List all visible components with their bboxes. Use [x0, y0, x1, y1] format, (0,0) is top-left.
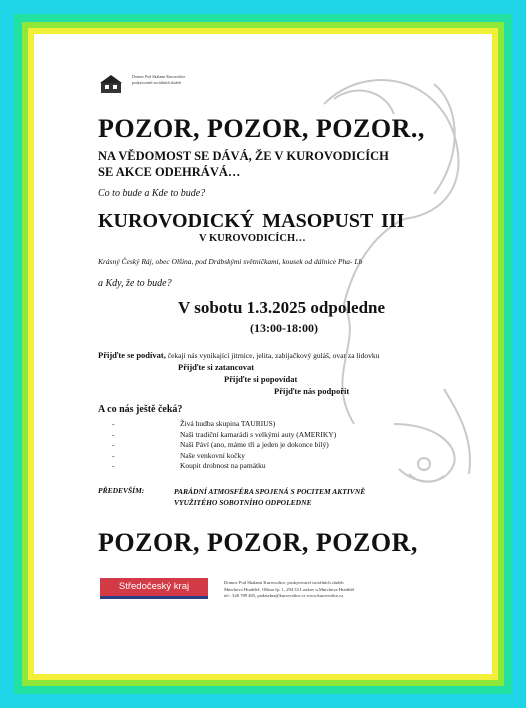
logo-line-1: Domov Pod Skalami Kurovodice	[132, 74, 186, 79]
announcement	[98, 148, 389, 180]
date-line: V sobotu 1.3.2025 odpoledne	[178, 298, 386, 317]
footer-line-3: tel.: 326 789 405, podatelna@kurovodice.cz www.kurovodice.cz	[224, 593, 344, 598]
above-all-text	[174, 486, 464, 508]
announcement-line-1: NA VĚDOMOST SE DÁVÁ, ŽE V KUROVODICÍCH	[98, 149, 389, 163]
time-line: (13:00-18:00)	[250, 321, 318, 335]
list-item: - Koupit drobnost na památku	[112, 461, 266, 470]
announcement-line-2: SE AKCE ODEHRÁVÁ…	[98, 165, 241, 179]
logo-text	[132, 74, 185, 86]
above-all-line-1: PARÁDNÍ ATMOSFÉRA SPOJENÁ S POCITEM AKTIVNĚ	[174, 487, 366, 496]
headline-top: POZOR, POZOR, POZOR.,	[98, 114, 425, 143]
location: Krásný Český Ráj, obec Olšina, pod Drábskými světničkami, kousek od dálnice Pha- Lb	[98, 257, 363, 266]
headline-bottom: POZOR, POZOR, POZOR,	[98, 528, 418, 557]
list-item: - Naše venkovní kočky	[112, 450, 245, 460]
list-bullet: -	[112, 450, 115, 460]
footer-line-2: Mnichovo Hradiště, Olšina čp. 1, 294 33 Loukov u Mnichova Hradiště	[224, 586, 355, 592]
logo	[100, 74, 124, 94]
waiting-header: A co nás ještě čeká?	[98, 404, 183, 415]
list-bullet: -	[112, 461, 115, 470]
come-dance: Přijďte si zatancovat	[178, 362, 255, 372]
above-all-line-2: VYUŽITÉHO SOBOTNÍHO ODPOLEDNE	[174, 498, 312, 507]
poster	[34, 34, 492, 674]
event-place: V KUROVODICÍCH…	[199, 233, 306, 244]
footer-contact	[224, 580, 354, 600]
list-bullet: -	[112, 419, 115, 428]
list-item: - Naši Páví (ano, máme tři a jeden je dokonce bílý)	[112, 440, 329, 449]
come-chat: Přijďte si popovídat	[224, 374, 298, 384]
event-title: KUROVODICKÝ MASOPUST III	[98, 210, 405, 232]
list-bullet: -	[112, 440, 115, 449]
come-see-line	[98, 350, 379, 360]
question-when: a Kdy, že to bude?	[98, 278, 172, 289]
list-bullet: -	[112, 429, 115, 439]
above-all-label: PŘEDEVŠÍM:	[98, 486, 145, 495]
logo-line-2: poskytovatel sociálních služeb	[132, 80, 181, 85]
footer-line-1: Domov Pod Skalami Kurovodice, poskytovatel sociálních služeb	[224, 580, 344, 585]
come-see-rest: čekají nás vynikající jitrnice, jelita, zabijačkový guláš, ovar za lidovku	[165, 351, 380, 360]
sponsor-badge: Středočeský kraj	[100, 578, 208, 599]
come-support: Přijďte nás podpořit	[274, 386, 350, 396]
question-what: Co to bude a Kde to bude?	[98, 188, 206, 199]
list-item: - Naši tradiční kamarádi s velkými auty (AMERIKY)	[112, 429, 337, 439]
list-item: - Živá hudba skupina TAURIUS)	[112, 419, 276, 428]
come-see-bold: Přijďte se podívat,	[98, 350, 166, 360]
waiting-list	[112, 419, 336, 472]
house-logo-icon	[100, 74, 124, 94]
